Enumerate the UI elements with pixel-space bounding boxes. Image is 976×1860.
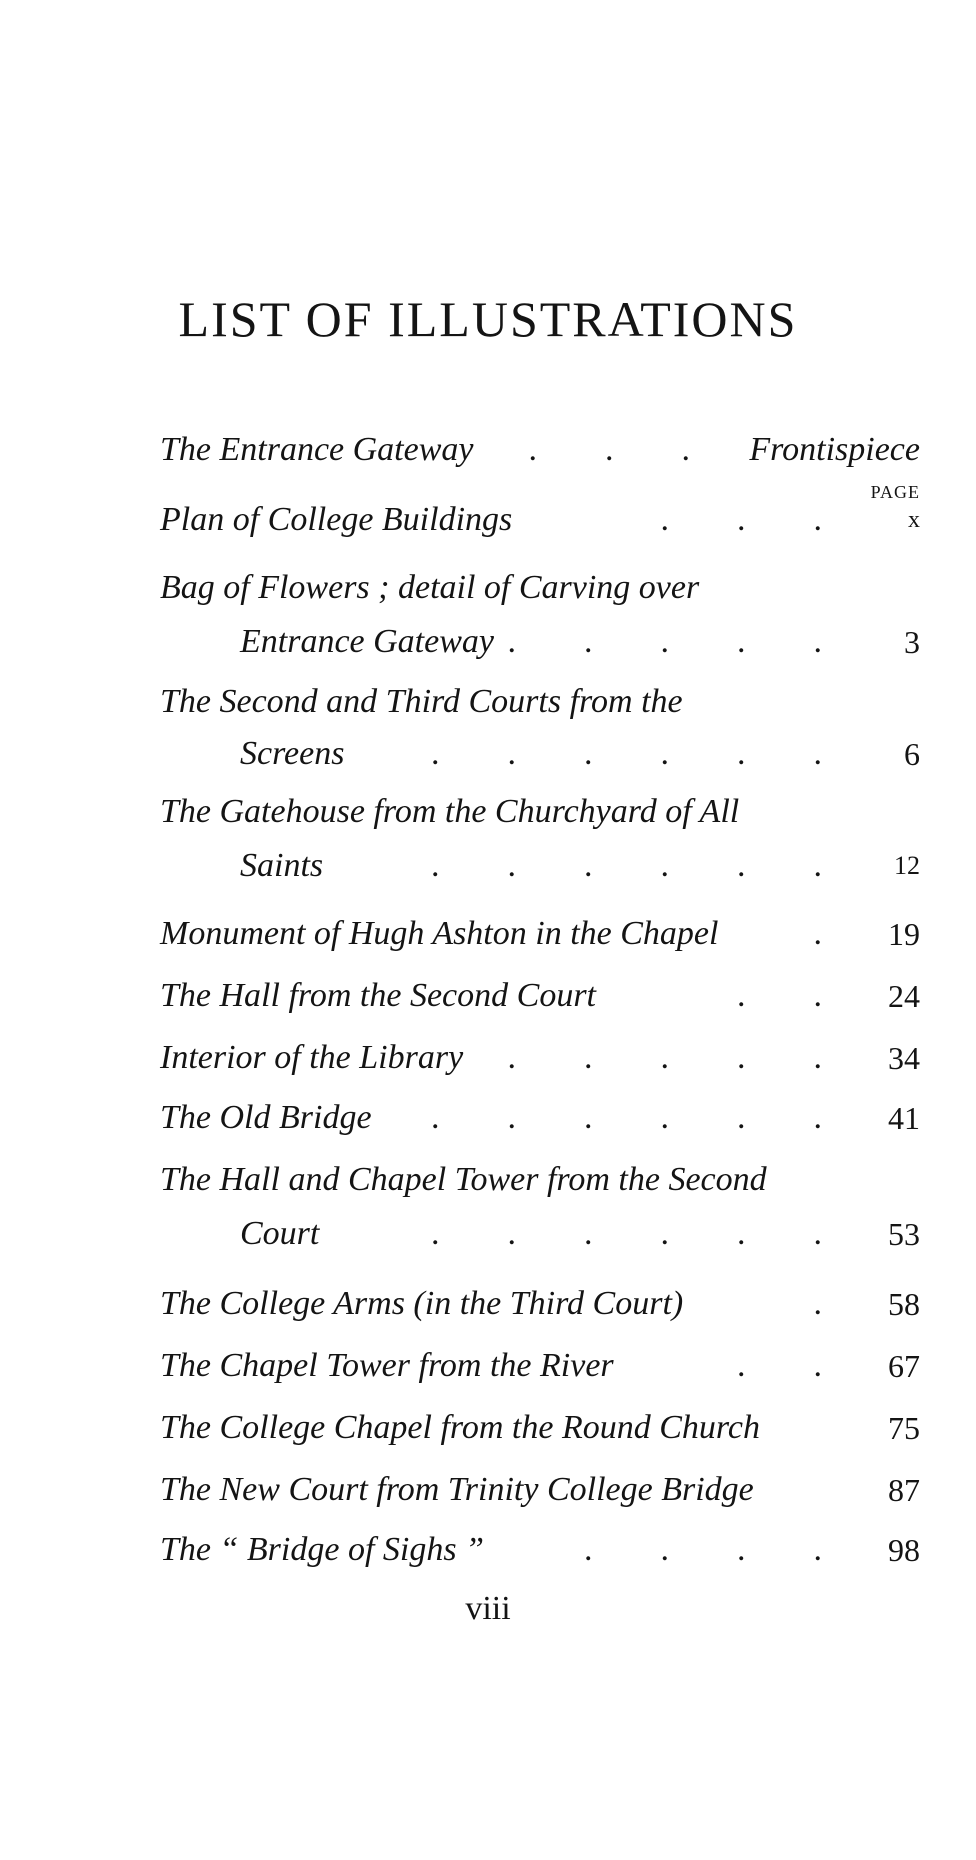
dot-leaders: . xyxy=(813,1285,822,1322)
entry-title-continuation: Court xyxy=(240,1215,320,1252)
entry-title-continuation: Entrance Gateway xyxy=(240,623,494,660)
dot-leaders: . . . . . xyxy=(507,623,822,660)
list-item xyxy=(160,792,920,886)
entry-page: Frontispiece xyxy=(749,431,920,468)
dot-leaders: . . . . xyxy=(584,1531,822,1568)
dot-leaders: . xyxy=(813,915,822,952)
list-item xyxy=(160,1284,920,1324)
entry-title: The Second and Third Courts from the xyxy=(160,683,683,720)
list-item xyxy=(160,1408,920,1448)
entry-page: 41 xyxy=(888,1100,920,1136)
dot-leaders: . . . . . . xyxy=(431,1215,822,1252)
dot-leaders: . . . . . . xyxy=(431,735,822,772)
entry-page: 98 xyxy=(888,1532,920,1568)
entry-title-continuation: Saints xyxy=(240,847,324,884)
entry-page: 87 xyxy=(888,1472,920,1508)
entry-page: 24 xyxy=(888,978,920,1014)
list-item xyxy=(160,500,920,540)
entry-title: The Chapel Tower from the River xyxy=(160,1347,614,1384)
entry-page: 12 xyxy=(894,851,920,880)
entry-page: 19 xyxy=(888,916,920,952)
list-item xyxy=(160,430,920,470)
entry-title: Plan of College Buildings xyxy=(160,501,513,538)
list-item xyxy=(160,1470,920,1510)
entry-page: 3 xyxy=(904,624,920,660)
entry-title: The New Court from Trinity College Bridge xyxy=(160,1471,754,1508)
list-item xyxy=(160,1160,920,1254)
entry-page: 6 xyxy=(904,736,920,772)
list-item xyxy=(160,1346,920,1386)
list-item xyxy=(160,568,920,662)
list-item xyxy=(160,914,920,954)
entry-title: Interior of the Library xyxy=(160,1039,464,1076)
list-item xyxy=(160,976,920,1016)
entry-page: 34 xyxy=(888,1040,920,1076)
entry-page: 58 xyxy=(888,1286,920,1322)
entry-page: 75 xyxy=(888,1410,920,1446)
entry-title: The College Chapel from the Round Church xyxy=(160,1409,760,1446)
entry-title: Monument of Hugh Ashton in the Chapel xyxy=(160,915,719,952)
dot-leaders: . . xyxy=(737,977,822,1014)
dot-leaders: . . . xyxy=(660,501,822,538)
entry-page: 67 xyxy=(888,1348,920,1384)
list-item xyxy=(160,1098,920,1138)
entry-title: The Hall from the Second Court xyxy=(160,977,596,1014)
entry-page: 53 xyxy=(888,1216,920,1252)
dot-leaders: . . xyxy=(737,1347,822,1384)
page-column-label: PAGE xyxy=(870,482,920,502)
page-number: viii xyxy=(465,1590,511,1627)
entry-title: The Gatehouse from the Churchyard of All xyxy=(160,793,740,830)
entry-page: x xyxy=(908,507,920,533)
page-title: LIST OF ILLUSTRATIONS xyxy=(178,291,798,347)
entry-title: The Hall and Chapel Tower from the Second xyxy=(160,1161,767,1198)
dot-leaders: . . . . . xyxy=(507,1039,822,1076)
entry-title-continuation: Screens xyxy=(240,735,345,772)
list-item xyxy=(160,1038,920,1078)
entry-title: The “ Bridge of Sighs ” xyxy=(160,1531,484,1568)
entry-title: Bag of Flowers ; detail of Carving over xyxy=(160,569,700,606)
entry-title: The Entrance Gateway xyxy=(160,431,474,468)
entry-title: The College Arms (in the Third Court) xyxy=(160,1285,684,1322)
list-item xyxy=(160,682,920,774)
list-item xyxy=(160,1530,920,1570)
entry-title: The Old Bridge xyxy=(160,1099,372,1136)
dot-leaders: . . . . . . xyxy=(431,1099,822,1136)
dot-leaders: . . . . . . xyxy=(431,847,822,884)
dot-leaders: . . . xyxy=(528,431,690,468)
